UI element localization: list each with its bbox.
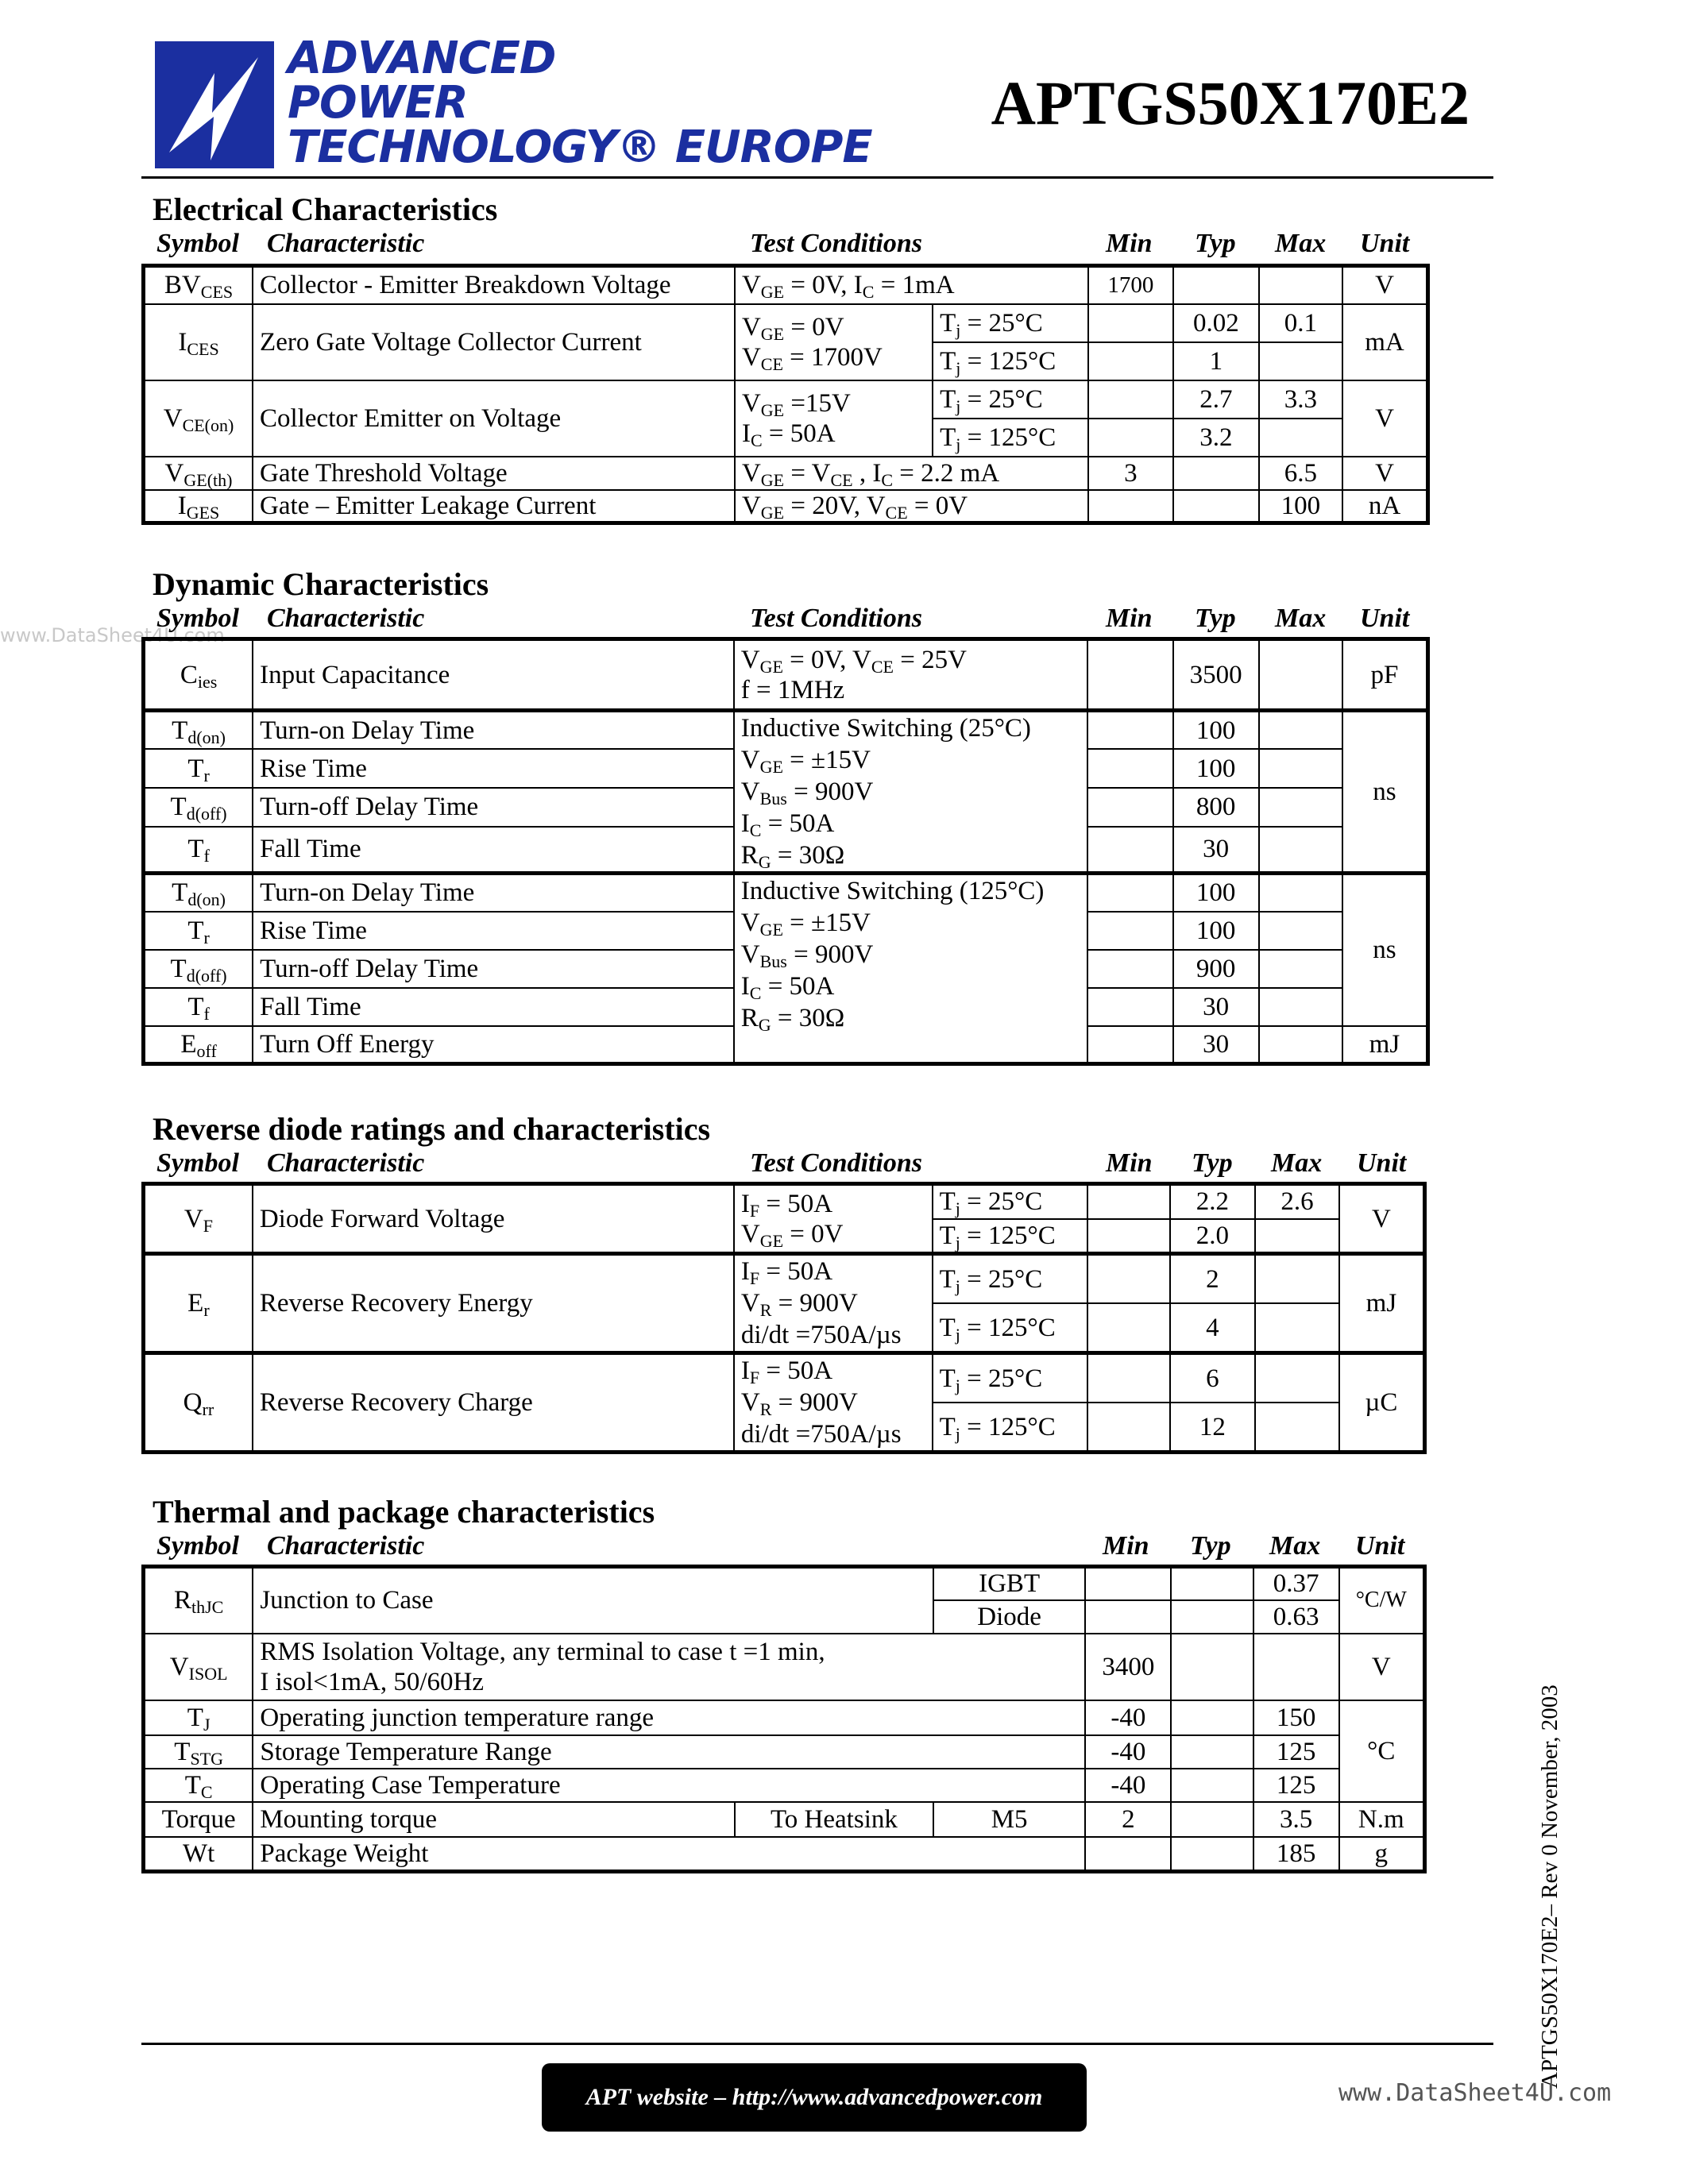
test-conditions: Inductive Switching (125°C) $V_{GE} = \pm 15V$ $V_{Bus} = 900V$ $I_C = 50A$ $R_G = 30\Omega$ [734,874,1088,1064]
col-header-unit: Unit [1357,1148,1407,1178]
unit: pF [1342,639,1428,711]
characteristic: Input Capacitance [253,639,734,711]
symbol: $Q_{rr}$ [144,1353,253,1453]
diode-table [141,1182,1427,1454]
typ-value: 100 [1173,711,1259,750]
typ-value: 800 [1173,788,1259,827]
footer-divider [141,2043,1493,2045]
unit: mA [1342,304,1427,380]
max-value: 2.6 [1255,1184,1339,1219]
characteristic: Turn Off Energy [253,1026,734,1064]
table-row [144,1769,1425,1802]
characteristic: Gate Threshold Voltage [253,457,735,490]
temperature-condition: $T_j = 125^\circ C$ [933,1303,1088,1353]
min-value: 2 [1085,1802,1171,1837]
characteristic: Rise Time [253,749,734,788]
characteristic: Gate – Emitter Leakage Current [253,490,735,523]
test-conditions: $I_F = 50A$ $V_{GE} = 0V$ [734,1184,933,1254]
symbol: Wt [144,1837,253,1872]
characteristic: Turn-on Delay Time [253,711,734,750]
test-conditions: $V_{GE} = 0V$, $V_{CE} = 25V$ f = 1MHz [734,639,1088,711]
typ-value: 2.7 [1173,380,1259,419]
table-row [144,1567,1425,1600]
section-title-electrical: Electrical Characteristics [153,191,498,227]
max-value: 0.63 [1253,1600,1339,1634]
typ-value: 0.02 [1173,304,1259,342]
typ-value: 3500 [1173,639,1259,711]
col-header-min: Min [1103,1531,1149,1561]
typ-value: 6 [1170,1353,1256,1403]
test-conditions: $I_F = 50A$ $V_R = 900V$ di/dt =750A/µs [734,1353,933,1453]
test-conditions: $I_F = 50A$ $V_R = 900V$ di/dt =750A/µs [734,1254,933,1353]
symbol: $T_{STG}$ [144,1735,253,1769]
min-value: 3400 [1085,1634,1171,1700]
col-header-max: Max [1269,1531,1321,1561]
test-conditions: Inductive Switching (25°C) $V_{GE} = \pm 15V$ $V_{Bus} = 900V$ $I_C = 50A$ $R_G = 30\Omega$ [734,711,1088,874]
max-value: 150 [1253,1700,1339,1735]
watermark: www.DataSheet4U.com [0,624,225,646]
symbol: $T_J$ [144,1700,253,1735]
revision-date: APTGS50X170E2– Rev 0 November, 2003 [1537,1684,1562,2089]
characteristic: Fall Time [253,827,734,874]
symbol: $V_{ISOL}$ [144,1634,253,1700]
max-value: 185 [1253,1837,1339,1872]
symbol: $T_{d(off)}$ [144,788,253,827]
characteristic: Collector - Emitter Breakdown Voltage [253,266,735,304]
min-value: -40 [1085,1700,1171,1735]
col-header-symbol: Symbol [156,1531,239,1561]
symbol: Torque [144,1802,253,1837]
characteristic: Package Weight [253,1837,1085,1872]
max-value: 125 [1253,1769,1339,1802]
table-row [144,266,1428,304]
max-value: 0.37 [1253,1567,1339,1600]
table-row [144,1634,1425,1700]
characteristic: Reverse Recovery Energy [253,1254,734,1353]
temperature-condition: $T_j = 25^\circ C$ [933,1353,1088,1403]
unit: mJ [1342,1026,1428,1064]
col-header-characteristic: Characteristic [267,1531,425,1561]
symbol: $T_{d(on)}$ [144,874,253,912]
symbol: $BV_{CES}$ [144,266,253,304]
typ-value: 12 [1170,1403,1256,1453]
col-header-max: Max [1271,1148,1323,1178]
unit: V [1339,1634,1425,1700]
col-header-test-conditions: Test Conditions [750,229,922,258]
col-header-min: Min [1106,229,1153,258]
col-header-symbol: Symbol [156,229,239,258]
test-conditions: $V_{GE} = 0V$, $I_C = 1mA$ [735,266,1088,304]
characteristic: Operating Case Temperature [253,1769,1085,1802]
unit: °C [1339,1700,1425,1802]
typ-value: 900 [1173,950,1259,988]
device-type: Diode [933,1600,1086,1634]
max-value: 3.5 [1253,1802,1339,1837]
unit: µC [1339,1353,1425,1453]
temperature-condition: $T_j = 25^\circ C$ [933,1254,1088,1304]
characteristic: Junction to Case [253,1567,933,1634]
col-header-max: Max [1275,604,1327,633]
section-title-thermal: Thermal and package characteristics [153,1494,655,1530]
symbol: $C_{ies}$ [144,639,253,711]
col-header-typ: Typ [1195,229,1236,258]
test-conditions: To Heatsink [735,1802,933,1837]
typ-value: 2.0 [1170,1219,1256,1254]
symbol: $T_f$ [144,988,253,1026]
temperature-condition: $T_j = 125^\circ C$ [933,419,1088,457]
typ-value: 1 [1173,342,1259,380]
table-row [144,1353,1425,1403]
typ-value: 30 [1173,1026,1259,1064]
symbol: $R_{thJC}$ [144,1567,253,1634]
symbol: $V_{GE(th)}$ [144,457,253,490]
col-header-symbol: Symbol [156,1148,239,1178]
symbol: $T_f$ [144,827,253,874]
part-number: APTGS50X170E2 [991,68,1470,137]
col-header-unit: Unit [1355,1531,1405,1561]
table-row [144,1735,1425,1769]
characteristic: Zero Gate Voltage Collector Current [253,304,735,380]
col-header-typ: Typ [1195,604,1236,633]
table-row [144,457,1428,490]
col-header-unit: Unit [1360,229,1410,258]
company-name: ADVANCED POWER TECHNOLOGY® EUROPE [288,33,872,173]
characteristic: Operating junction temperature range [253,1700,1085,1735]
unit: ns [1342,711,1428,874]
table-row [144,1184,1425,1219]
table-row [144,711,1428,750]
symbol: $V_F$ [144,1184,253,1254]
characteristic: Mounting torque [253,1802,735,1837]
typ-value: 100 [1173,874,1259,912]
max-value: 3.3 [1259,380,1342,419]
test-conditions: $V_{GE} = 20V$, $V_{CE} = 0V$ [735,490,1088,523]
col-header-min: Min [1106,604,1153,633]
col-header-max: Max [1275,229,1327,258]
temperature-condition: $T_j = 125^\circ C$ [933,1403,1088,1453]
symbol: $E_r$ [144,1254,253,1353]
characteristic: Diode Forward Voltage [253,1184,734,1254]
temperature-condition: $T_j = 25^\circ C$ [933,380,1088,419]
section-title-diode: Reverse diode ratings and characteristics [153,1111,711,1147]
table-row [144,380,1428,419]
max-value: 6.5 [1259,457,1342,490]
thermal-table [141,1565,1427,1873]
typ-value: 100 [1173,912,1259,950]
symbol: $T_r$ [144,912,253,950]
characteristic: Turn-off Delay Time [253,788,734,827]
table-row [144,639,1428,711]
table-row [144,874,1428,912]
typ-value: 4 [1170,1303,1256,1353]
min-value: 1700 [1088,266,1174,304]
table-row [144,1837,1425,1872]
test-conditions: $V_{GE} = 0V$ $V_{CE} = 1700V$ [735,304,933,380]
test-conditions: $V_{GE} =15V$ $I_C = 50A$ [735,380,933,457]
min-value: -40 [1085,1735,1171,1769]
characteristic: Turn-on Delay Time [253,874,734,912]
col-header-unit: Unit [1360,604,1410,633]
unit: V [1342,380,1427,457]
symbol: $V_{CE(on)}$ [144,380,253,457]
col-header-symbol: Symbol [156,604,239,633]
unit: V [1339,1184,1425,1254]
table-row [144,1700,1425,1735]
col-header-characteristic: Characteristic [267,1148,425,1178]
symbol: $E_{off}$ [144,1026,253,1064]
symbol: $T_C$ [144,1769,253,1802]
characteristic: Storage Temperature Range [253,1735,1085,1769]
unit: ns [1342,874,1428,1026]
typ-value: 3.2 [1173,419,1259,457]
temperature-condition: $T_j = 125^\circ C$ [933,1219,1088,1254]
table-row [144,1254,1425,1304]
characteristic: Collector Emitter on Voltage [253,380,735,457]
electrical-table [141,264,1430,525]
typ-value: 2.2 [1170,1184,1256,1219]
col-header-characteristic: Characteristic [267,604,425,633]
min-value: 3 [1088,457,1174,490]
typ-value: 30 [1173,988,1259,1026]
characteristic: Rise Time [253,912,734,950]
symbol: $T_r$ [144,749,253,788]
device-type: IGBT [933,1567,1086,1600]
symbol: $I_{CES}$ [144,304,253,380]
temperature-condition: $T_j = 25^\circ C$ [933,1184,1088,1219]
min-value: -40 [1085,1769,1171,1802]
table-row [144,1802,1425,1837]
watermark: www.DataSheet4U.com [1338,2079,1612,2107]
max-value: 0.1 [1259,304,1342,342]
symbol: $I_{GES}$ [144,490,253,523]
characteristic: RMS Isolation Voltage, any terminal to case t =1 min, I isol<1mA, 50/60Hz [253,1634,1085,1700]
typ-value: 30 [1173,827,1259,874]
col-header-characteristic: Characteristic [267,229,425,258]
symbol: $T_{d(off)}$ [144,950,253,988]
screw-size: M5 [933,1802,1086,1837]
section-title-dynamic: Dynamic Characteristics [153,566,489,602]
characteristic: Fall Time [253,988,734,1026]
unit: g [1339,1837,1425,1872]
max-value: 125 [1253,1735,1339,1769]
table-row [144,490,1428,523]
temperature-condition: $T_j = 125^\circ C$ [933,342,1088,380]
symbol: $T_{d(on)}$ [144,711,253,750]
col-header-test-conditions: Test Conditions [750,1148,922,1178]
col-header-min: Min [1106,1148,1153,1178]
dynamic-table [141,637,1430,1066]
unit: V [1342,457,1427,490]
col-header-typ: Typ [1190,1531,1231,1561]
test-conditions: $V_{GE} = V_{CE}$ , $I_C = 2.2$ mA [735,457,1088,490]
company-logo-icon [155,41,274,168]
unit: mJ [1339,1254,1425,1353]
header-divider [141,176,1493,179]
unit: nA [1342,490,1427,523]
website-link[interactable]: APT website – http://www.advancedpower.com [542,2063,1087,2132]
col-header-typ: Typ [1192,1148,1233,1178]
unit: N.m [1339,1802,1425,1837]
col-header-test-conditions: Test Conditions [750,604,922,633]
temperature-condition: $T_j = 25^\circ C$ [933,304,1088,342]
characteristic: Reverse Recovery Charge [253,1353,734,1453]
table-row [144,304,1428,342]
unit: V [1342,266,1427,304]
max-value: 100 [1259,490,1342,523]
characteristic: Turn-off Delay Time [253,950,734,988]
unit: °C/W [1339,1567,1425,1634]
typ-value: 2 [1170,1254,1256,1304]
typ-value: 100 [1173,749,1259,788]
